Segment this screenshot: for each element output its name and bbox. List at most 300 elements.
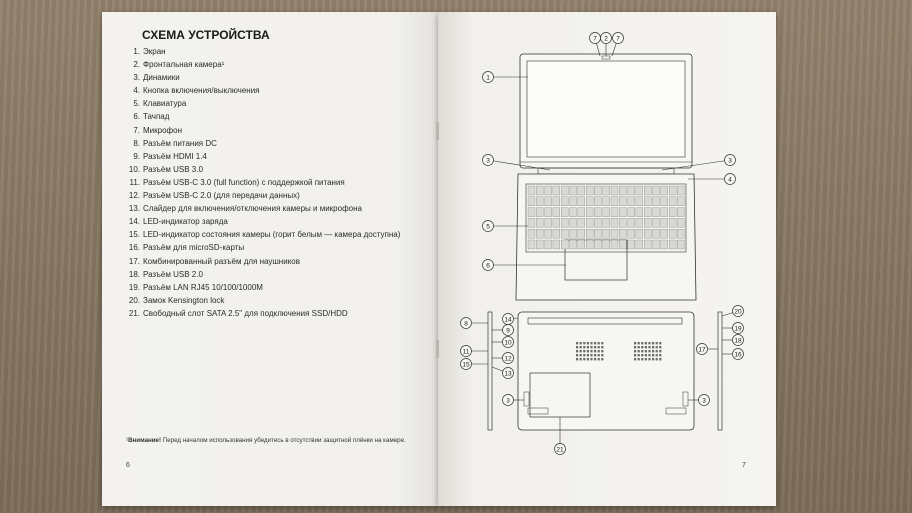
key <box>611 208 618 217</box>
callout-number: 6 <box>486 262 490 270</box>
vent-hole <box>634 354 636 356</box>
vent-hole <box>590 350 592 352</box>
part-label: Клавиатура <box>143 99 187 109</box>
vent-hole <box>656 358 658 360</box>
key <box>586 229 593 238</box>
part-number: 16. <box>128 243 140 253</box>
part-label: Разъём для microSD-карты <box>143 243 245 253</box>
vent-hole <box>641 354 643 356</box>
key <box>619 208 626 217</box>
callout-number: 2 <box>604 35 608 43</box>
vent-hole <box>583 342 585 344</box>
key <box>528 186 535 195</box>
vent-hole <box>587 342 589 344</box>
callout-number: 17 <box>698 346 706 354</box>
vent-hole <box>594 350 596 352</box>
key <box>603 218 610 227</box>
key <box>677 218 684 227</box>
key <box>536 186 543 195</box>
vent-hole <box>598 350 600 352</box>
key <box>594 197 601 206</box>
key <box>653 218 660 227</box>
vent-hole <box>601 354 603 356</box>
key <box>669 197 676 206</box>
callout-number: 15 <box>462 361 470 369</box>
vent-hole <box>583 354 585 356</box>
key <box>553 240 560 249</box>
key <box>628 240 635 249</box>
key <box>594 186 601 195</box>
vent-hole <box>648 358 650 360</box>
key <box>636 229 643 238</box>
parts-list <box>124 45 400 320</box>
part-item <box>124 176 400 189</box>
part-item <box>124 58 400 71</box>
key <box>669 218 676 227</box>
part-label: LED-индикатор состояния камеры (горит белым — камера доступна) <box>143 230 401 240</box>
part-item <box>124 241 400 254</box>
part-number: 7. <box>133 125 140 135</box>
vent-hole <box>648 342 650 344</box>
vent-hole <box>590 354 592 356</box>
part-label: Слайдер для включения/отключения камеры и микрофона <box>143 204 362 214</box>
page-number-right: 7 <box>742 462 746 469</box>
vent-hole <box>594 342 596 344</box>
key <box>553 208 560 217</box>
key <box>545 208 552 217</box>
vent-hole <box>638 342 640 344</box>
part-label: Разъём HDMI 1.4 <box>143 151 207 161</box>
key <box>578 240 585 249</box>
callout-number: 3 <box>506 397 510 405</box>
key <box>636 186 643 195</box>
key <box>536 208 543 217</box>
key <box>594 229 601 238</box>
part-item <box>124 150 400 163</box>
vent-hole <box>580 346 582 348</box>
key <box>545 197 552 206</box>
key <box>661 186 668 195</box>
vent-hole <box>634 346 636 348</box>
part-item <box>124 228 400 241</box>
vent-hole <box>638 346 640 348</box>
part-label: Разъём USB 2.0 <box>143 269 203 279</box>
vent-hole <box>598 342 600 344</box>
vent-hole <box>659 358 661 360</box>
key <box>669 240 676 249</box>
vent-hole <box>601 358 603 360</box>
callout-led-charge <box>503 314 519 325</box>
key <box>653 186 660 195</box>
left-side-view <box>488 312 492 430</box>
callout-number: 12 <box>504 355 512 363</box>
vent-hole <box>583 346 585 348</box>
key <box>644 229 651 238</box>
vent-hole <box>583 358 585 360</box>
key <box>528 197 535 206</box>
vent-hole <box>659 350 661 352</box>
key <box>578 218 585 227</box>
part-item <box>124 137 400 150</box>
key <box>636 240 643 249</box>
hinge <box>538 168 674 174</box>
key <box>594 208 601 217</box>
key <box>661 240 668 249</box>
vent-hole <box>641 342 643 344</box>
key <box>677 240 684 249</box>
part-label: Разъём USB 3.0 <box>143 164 203 174</box>
part-item <box>124 189 400 202</box>
vent-hole <box>656 350 658 352</box>
vent-hole <box>659 342 661 344</box>
vent-hole <box>594 346 596 348</box>
vent-hole <box>648 346 650 348</box>
key <box>611 218 618 227</box>
key <box>561 229 568 238</box>
callout-power <box>688 174 736 185</box>
callout-number: 5 <box>486 223 490 231</box>
vent-hole <box>652 350 654 352</box>
part-item <box>124 307 400 320</box>
part-number: 18. <box>128 269 140 279</box>
key <box>619 229 626 238</box>
vent-hole <box>641 358 643 360</box>
key <box>619 186 626 195</box>
callout-audio <box>697 344 719 355</box>
right-side-view <box>718 312 722 430</box>
key <box>545 218 552 227</box>
vent-hole <box>580 354 582 356</box>
part-label: Кнопка включения/выключения <box>143 86 260 96</box>
part-number: 17. <box>128 256 140 266</box>
key <box>677 208 684 217</box>
vent-hole <box>594 354 596 356</box>
callout-number: 7 <box>593 35 597 43</box>
callout-number: 1 <box>486 74 490 82</box>
key <box>570 186 577 195</box>
part-number: 14. <box>128 217 140 227</box>
part-item <box>124 124 400 137</box>
part-item <box>124 110 400 123</box>
key <box>628 218 635 227</box>
key <box>561 208 568 217</box>
callout-camera <box>601 33 612 57</box>
vent-hole <box>634 350 636 352</box>
vent-hole <box>645 346 647 348</box>
part-item <box>124 45 400 58</box>
key <box>594 218 601 227</box>
callout-number: 14 <box>504 316 512 324</box>
callout-number: 7 <box>616 35 620 43</box>
part-item <box>124 202 400 215</box>
part-label: Экран <box>143 47 166 56</box>
callout-dc <box>461 318 489 329</box>
callout-number: 13 <box>504 370 512 378</box>
callout-usb3 <box>492 337 514 348</box>
callout-number: 4 <box>728 176 732 184</box>
key <box>528 240 535 249</box>
part-number: 20. <box>128 295 140 305</box>
key <box>644 197 651 206</box>
key <box>628 229 635 238</box>
key <box>536 218 543 227</box>
vent-hole <box>594 358 596 360</box>
callout-led-camera <box>461 359 489 370</box>
laptop-bottom <box>518 312 694 430</box>
vent-hole <box>652 346 654 348</box>
part-number: 11. <box>129 177 140 187</box>
part-label: Тачпад <box>143 112 170 122</box>
key <box>677 229 684 238</box>
key <box>561 197 568 206</box>
key <box>594 240 601 249</box>
key <box>578 186 585 195</box>
vent-hole <box>580 342 582 344</box>
part-number: 6. <box>133 112 140 122</box>
vent-hole <box>598 346 600 348</box>
vent-hole <box>576 358 578 360</box>
vent-hole <box>587 350 589 352</box>
part-label: LED-индикатор заряда <box>143 217 228 227</box>
footnote-text: Перед началом использования убедитесь в отсутствии защитной плёнки на камере. <box>161 437 406 444</box>
key <box>570 229 577 238</box>
key <box>578 197 585 206</box>
part-item <box>124 281 400 294</box>
callout-number: 9 <box>506 327 510 335</box>
key <box>628 208 635 217</box>
key <box>545 186 552 195</box>
key <box>611 186 618 195</box>
part-label: Разъём питания DC <box>143 138 217 148</box>
part-label: Разъём USB-C 2.0 (для передачи данных) <box>143 191 300 201</box>
vent-hole <box>590 342 592 344</box>
vent-hole <box>576 354 578 356</box>
part-item <box>124 71 400 84</box>
vent-hole <box>601 350 603 352</box>
key <box>586 208 593 217</box>
laptop-lid <box>520 54 692 168</box>
key <box>603 197 610 206</box>
vent-hole <box>587 358 589 360</box>
vent-hole <box>580 350 582 352</box>
key <box>586 186 593 195</box>
key <box>561 218 568 227</box>
part-item <box>124 97 400 110</box>
page-number-left: 6 <box>126 462 130 469</box>
callout-number: 19 <box>734 325 742 333</box>
key <box>619 218 626 227</box>
key <box>528 229 535 238</box>
key <box>603 208 610 217</box>
part-label: Комбинированный разъём для наушников <box>143 256 300 266</box>
callout-number: 20 <box>734 308 742 316</box>
callout-number: 10 <box>504 339 512 347</box>
part-number: 15. <box>128 230 140 240</box>
callout-number: 18 <box>734 337 742 345</box>
key <box>677 186 684 195</box>
part-number: 13. <box>128 204 140 214</box>
part-number: 19. <box>128 282 140 292</box>
callout-number: 21 <box>556 446 564 454</box>
vent-hole <box>656 342 658 344</box>
callout-number: 3 <box>702 397 706 405</box>
callout-number: 11 <box>462 348 470 356</box>
key <box>553 186 560 195</box>
vent-hole <box>638 350 640 352</box>
key <box>661 218 668 227</box>
vent-hole <box>638 358 640 360</box>
key <box>561 240 568 249</box>
key <box>611 197 618 206</box>
vent-hole <box>652 342 654 344</box>
key <box>661 208 668 217</box>
callout-microsd <box>722 349 744 360</box>
key <box>669 208 676 217</box>
vent-hole <box>576 346 578 348</box>
vent-hole <box>583 350 585 352</box>
part-number: 4. <box>133 86 140 96</box>
footnote-warning: Внимание! <box>128 437 162 444</box>
part-label: Разъём USB-C 3.0 (full function) с поддержкой питания <box>143 177 345 187</box>
key <box>661 197 668 206</box>
part-number: 8. <box>133 138 140 148</box>
vent-hole <box>587 346 589 348</box>
key <box>653 229 660 238</box>
key <box>528 208 535 217</box>
key <box>570 208 577 217</box>
key <box>545 240 552 249</box>
vent-hole <box>652 354 654 356</box>
part-item <box>124 163 400 176</box>
key <box>536 229 543 238</box>
key <box>644 218 651 227</box>
key <box>570 240 577 249</box>
page-title: СХЕМА УСТРОЙСТВА <box>142 28 270 42</box>
part-number: 5. <box>133 99 140 109</box>
part-number: 2. <box>133 60 140 70</box>
vent-hole <box>641 350 643 352</box>
vent-hole <box>645 342 647 344</box>
vent-hole <box>659 354 661 356</box>
key <box>603 240 610 249</box>
part-number: 10. <box>128 164 140 174</box>
vent-hole <box>580 358 582 360</box>
key <box>653 240 660 249</box>
key <box>570 218 577 227</box>
vent-hole <box>590 358 592 360</box>
key <box>611 240 618 249</box>
key <box>628 186 635 195</box>
part-label: Фронтальная камера¹ <box>143 60 225 70</box>
key <box>644 186 651 195</box>
vent-hole <box>634 342 636 344</box>
key <box>528 218 535 227</box>
vent-hole <box>601 346 603 348</box>
key <box>619 197 626 206</box>
callout-usbc3 <box>461 346 489 357</box>
vent-hole <box>645 354 647 356</box>
callout-number: 3 <box>728 157 732 165</box>
vent-hole <box>652 358 654 360</box>
footnote-mark: ¹ <box>126 437 129 444</box>
part-item <box>124 255 400 268</box>
key <box>586 240 593 249</box>
key <box>603 186 610 195</box>
key <box>669 186 676 195</box>
callout-kensington <box>722 306 744 317</box>
part-number: 3. <box>133 73 140 83</box>
vent-hole <box>634 358 636 360</box>
part-label: Микрофон <box>143 125 182 135</box>
callout-usbc2 <box>492 353 514 364</box>
key <box>636 218 643 227</box>
key <box>644 240 651 249</box>
callout-mic-b <box>612 33 624 57</box>
key <box>561 186 568 195</box>
part-item <box>124 268 400 281</box>
part-number: 21. <box>128 308 140 318</box>
key <box>677 197 684 206</box>
vent-hole <box>648 350 650 352</box>
key <box>578 208 585 217</box>
callout-hdmi <box>492 325 514 336</box>
part-item <box>124 84 400 97</box>
vent-hole <box>576 342 578 344</box>
key <box>578 229 585 238</box>
vent-hole <box>645 350 647 352</box>
part-item <box>124 294 400 307</box>
callout-lan <box>722 323 744 334</box>
vent-hole <box>598 354 600 356</box>
key <box>653 208 660 217</box>
key <box>553 218 560 227</box>
callout-slider <box>492 367 514 379</box>
vent-hole <box>587 354 589 356</box>
vent-hole <box>576 350 578 352</box>
key <box>636 208 643 217</box>
vent-hole <box>656 346 658 348</box>
key <box>586 218 593 227</box>
part-label: Свободный слот SATA 2.5" для подключения SSD/HDD <box>143 308 348 318</box>
key <box>536 197 543 206</box>
key <box>669 229 676 238</box>
part-number: 12. <box>128 191 140 201</box>
key <box>661 229 668 238</box>
vent-hole <box>598 358 600 360</box>
vent-hole <box>645 358 647 360</box>
key <box>536 240 543 249</box>
key <box>619 240 626 249</box>
footnote <box>126 437 416 445</box>
key <box>570 197 577 206</box>
part-label: Замок Kensington lock <box>143 295 225 305</box>
key <box>636 197 643 206</box>
key <box>545 229 552 238</box>
key <box>553 229 560 238</box>
callout-number: 16 <box>734 351 742 359</box>
vent-hole <box>648 354 650 356</box>
device-diagram <box>438 12 776 506</box>
vent-hole <box>656 354 658 356</box>
callout-number: 3 <box>486 157 490 165</box>
key <box>628 197 635 206</box>
vent-hole <box>601 342 603 344</box>
vent-hole <box>590 346 592 348</box>
vent-hole <box>638 354 640 356</box>
vent-hole <box>641 346 643 348</box>
key <box>586 197 593 206</box>
part-label: Динамики <box>143 73 180 83</box>
